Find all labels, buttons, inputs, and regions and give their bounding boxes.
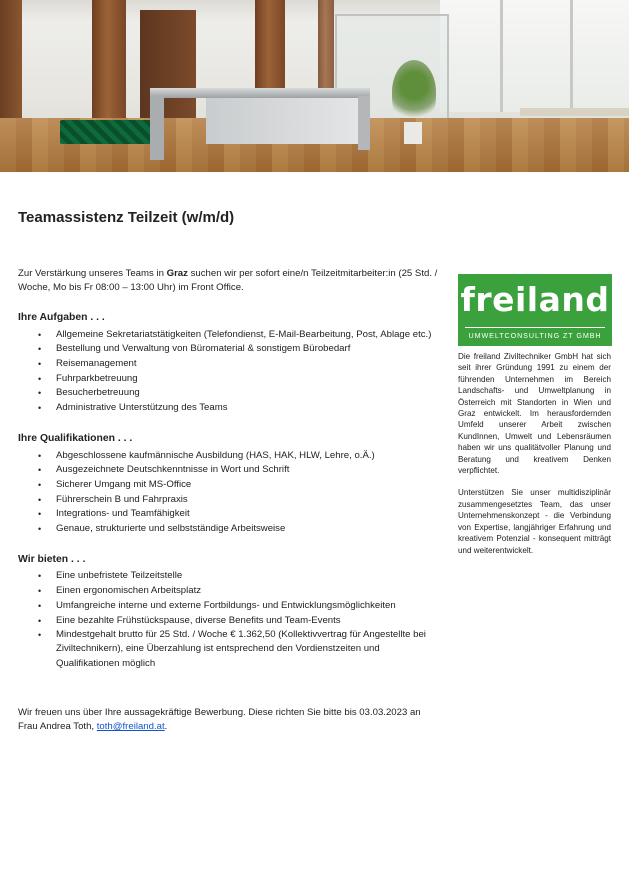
list-item: • Einen ergonomischen Arbeitsplatz bbox=[56, 584, 438, 598]
list-item: • Reisemanagement bbox=[56, 357, 438, 371]
bullet-icon: • bbox=[38, 586, 42, 597]
bullet-icon: • bbox=[38, 524, 42, 535]
section-heading-qualifications: Ihre Qualifikationen . . . bbox=[18, 433, 133, 445]
bullet-icon: • bbox=[38, 465, 42, 476]
photo-plant-pot bbox=[404, 122, 422, 144]
photo-desk-leg bbox=[150, 96, 164, 160]
bullet-icon: • bbox=[38, 329, 42, 340]
job-description bbox=[18, 267, 438, 734]
company-sidebar bbox=[458, 351, 611, 567]
intro-city: Graz bbox=[166, 268, 188, 279]
list-item: • Führerschein B und Fahrpraxis bbox=[56, 493, 438, 507]
photo-plant bbox=[392, 60, 436, 124]
list-item: • Administrative Unterstützung des Teams bbox=[56, 401, 438, 415]
logo-subtitle: UMWELTCONSULTING ZT GMBH bbox=[468, 331, 602, 340]
intro-text: Zur Verstärkung unseres Teams in bbox=[18, 268, 167, 279]
bullet-icon: • bbox=[38, 509, 42, 520]
photo-wood-wall bbox=[0, 0, 22, 130]
list-item: • Eine bezahlte Frühstückspause, diverse Benefits und Team-Events bbox=[56, 614, 438, 628]
photo-door bbox=[140, 10, 196, 122]
job-title: Teamassistenz Teilzeit (w/m/d) bbox=[18, 209, 235, 226]
list-item: • Abgeschlossene kaufmännische Ausbildung (HAS, HAK, HLW, Lehre, o.Ä.) bbox=[56, 449, 438, 463]
closing-paragraph bbox=[18, 706, 438, 734]
bullet-icon: • bbox=[38, 571, 42, 582]
closing-period: . bbox=[164, 721, 168, 733]
company-description: Die freiland Ziviltechniker GmbH hat sich seit ihrer Gründung 1991 zu einem der führenden Unternehmen im Bereich Landschafts- und Umweltplanung in Österreich mit Standorten in Wien und Graz entwickelt. Im herausfordernden Umfeld unserer Arbeit zwischen KundInnen, Umwelt und Lebensräumen haben wir uns qualitätvoller Planung und Beratung und kreativem Denken verpflichtet. bbox=[458, 352, 611, 476]
section-heading-tasks: Ihre Aufgaben . . . bbox=[18, 312, 105, 324]
bullet-icon: • bbox=[38, 373, 42, 384]
bullet-icon: • bbox=[38, 494, 42, 505]
bullet-icon: • bbox=[38, 359, 42, 370]
photo-desk-leg bbox=[358, 96, 370, 150]
bullet-icon: • bbox=[38, 615, 42, 626]
photo-window bbox=[440, 0, 629, 112]
list-item: • Integrations- und Teamfähigkeit bbox=[56, 507, 438, 521]
closing-text: Wir freuen uns über Ihre aussagekräftige Bewerbung. Diese richten Sie bitte bis 03.03.2023 an Frau Andrea Toth, bbox=[18, 706, 421, 733]
header-office-photo bbox=[0, 0, 629, 172]
tasks-list bbox=[18, 328, 438, 416]
photo-pillar bbox=[92, 0, 126, 128]
email-link[interactable]: toth@freiland.at bbox=[96, 721, 165, 733]
list-item: • Mindestgehalt brutto für 25 Std. / Woche € 1.362,50 (Kollektivvertrag für Angestellte bei Ziviltechnikern), eine Überzahlung ist entsprechend den Vordienstzeiten und Qualifikationen möglich bbox=[38, 629, 426, 669]
bullet-icon: • bbox=[38, 600, 42, 611]
photo-table bbox=[520, 108, 629, 116]
photo-desk-top bbox=[150, 88, 370, 98]
list-item: • Fuhrparkbetreuung bbox=[56, 372, 438, 386]
qualifications-list bbox=[18, 449, 438, 537]
logo-wordmark: freiland bbox=[460, 280, 610, 319]
intro-paragraph bbox=[18, 267, 438, 295]
list-item: • Sicherer Umgang mit MS-Office bbox=[56, 478, 438, 492]
section-heading-offer: Wir bieten . . . bbox=[18, 554, 86, 566]
intro-text-rest: suchen wir per sofort eine/n Teilzeitmitarbeiter:in (25 Std. / Woche, Mo bis Fr 08:00 – 13:00 Uhr) im Front Office. bbox=[18, 268, 438, 294]
bullet-icon: • bbox=[38, 479, 42, 490]
list-item: • Eine unbefristete Teilzeitstelle bbox=[56, 569, 438, 583]
list-item: • Besucherbetreuung bbox=[56, 386, 438, 400]
list-item: • Umfangreiche interne und externe Fortbildungs- und Entwicklungsmöglichkeiten bbox=[56, 599, 438, 613]
logo-divider bbox=[465, 327, 605, 328]
bullet-icon: • bbox=[38, 403, 42, 414]
bullet-icon: • bbox=[38, 344, 42, 355]
offer-list bbox=[18, 569, 438, 670]
list-item: • Ausgezeichnete Deutschkenntnisse in Wort und Schrift bbox=[56, 463, 438, 477]
bullet-icon: • bbox=[38, 388, 42, 399]
photo-green-mat bbox=[60, 120, 152, 144]
list-item: • Allgemeine Sekretariatstätigkeiten (Telefondienst, E-Mail-Bearbeitung, Post, Ablage etc.) bbox=[56, 328, 438, 342]
bullet-icon: • bbox=[38, 450, 42, 461]
list-item: • Bestellung und Verwaltung von Büromaterial & sonstigem Bürobedarf bbox=[56, 342, 438, 356]
photo-reception-desk bbox=[206, 98, 358, 144]
bullet-icon: • bbox=[38, 630, 42, 641]
list-item: • Genaue, strukturierte und selbstständige Arbeitsweise bbox=[56, 522, 438, 536]
freiland-logo bbox=[458, 274, 612, 346]
team-description: Unterstützen Sie unser multidisziplinär zusammengesetztes Team, das unser Unternehmenskonzept - die Verbindung von Expertise, langjähriger Erfahrung und kreativem Potenzial - konsequent mitträgt und weiterentwickelt. bbox=[458, 488, 611, 555]
